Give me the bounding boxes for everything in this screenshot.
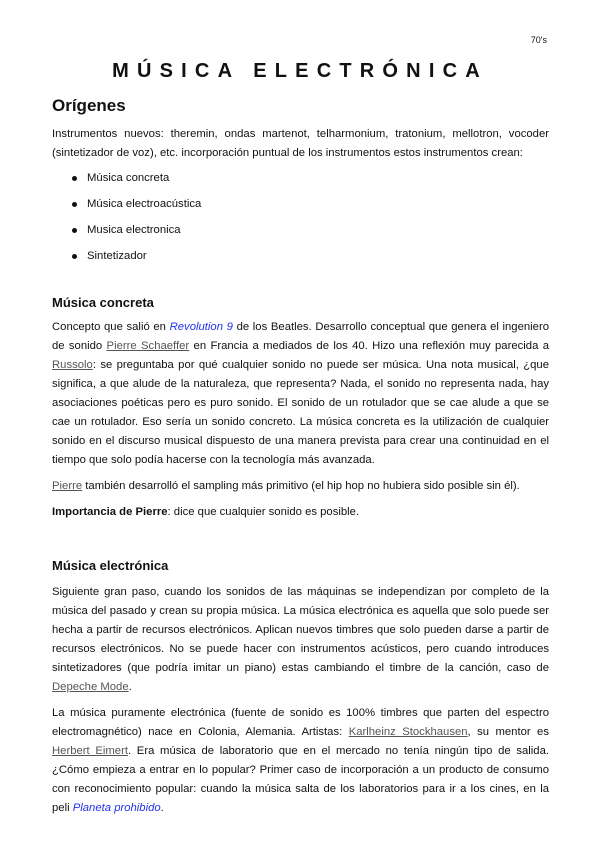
heading-musica-concreta: Música concreta: [52, 295, 154, 310]
list-item: Música concreta: [52, 169, 549, 188]
list-item: Sintetizador: [52, 247, 549, 266]
list-item: Musica electronica: [52, 221, 549, 240]
text: , su mentor es: [467, 726, 549, 738]
concreta-paragraph-2: [52, 477, 549, 496]
link-depeche-mode[interactable]: Depeche Mode: [52, 681, 129, 693]
link-herbert-eimert[interactable]: Herbert Eimert: [52, 745, 128, 757]
text: : se preguntaba por qué cualquier sonido no puede ser música. Una nota musical, ¿que significa, a que alude de la naturaleza, que representa? Nada, el sonido no representa nada, hay asociaciones poéticas pero es puro sonido. El sonido de un rotulador que se cae alude a que se cae un rotulador. Eso sería un sonido concreto. La música concreta es la utilización de cualquier sonido en el discurso musical dispuesto de una manera prevista para crear una continuidad en el tiempo que solo podía hacerse con la tecnología más avanzada.: [52, 359, 549, 466]
text: también desarrolló el sampling más primitivo (el hip hop no hubiera sido posible sin él).: [82, 480, 520, 492]
text: Concepto que salió en: [52, 321, 170, 333]
text: .: [128, 681, 132, 693]
text: en Francia a mediados de los 40. Hizo una reflexión muy parecida a: [189, 340, 549, 352]
link-revolution-9[interactable]: Revolution 9: [169, 321, 233, 333]
bold-label: Importancia de Pierre: [52, 506, 168, 518]
text: .: [160, 802, 164, 814]
concreta-paragraph-1: [52, 318, 549, 470]
electronica-paragraph-2: [52, 704, 549, 818]
link-pierre-schaeffer[interactable]: Pierre Schaeffer: [106, 340, 190, 352]
link-russolo[interactable]: Russolo: [52, 359, 93, 371]
document-body: [52, 96, 549, 818]
text: . Era música de laboratorio que en el mercado no tenía ningún tipo de salida. ¿Cómo empieza a entrar en lo popular? Primer caso de incorporación a un producto de consumo con reconocimiento popular: cuando la música salta de los laboratorios para ir a los cines, en la peli: [52, 745, 549, 814]
text: de los Beatles. Desarrollo conceptual que genera el ingeniero de sonido: [52, 321, 549, 352]
heading-musica-electronica: Música electrónica: [52, 558, 169, 573]
text: : dice que cualquier sonido es posible.: [167, 506, 360, 518]
heading-origenes: Orígenes: [52, 96, 126, 115]
link-pierre[interactable]: Pierre: [52, 480, 83, 492]
concreta-paragraph-3: [52, 503, 549, 522]
link-planeta-prohibido[interactable]: Planeta prohibido: [72, 802, 161, 814]
document-title: MÚSICA ELECTRÓNICA: [112, 60, 488, 82]
origenes-intro: Instrumentos nuevos: theremin, ondas martenot, telharmonium, tratonium, mellotron, vocoder (sintetizador de voz), etc. incorporación puntual de los instrumentos estos instrumentos crean:: [52, 128, 549, 159]
page-corner-label: 70's: [530, 35, 547, 45]
text: Siguiente gran paso, cuando los sonidos de las máquinas se independizan por completo de la música del pasado y crean su propia música. La música electrónica es aquella que solo puede ser hecha a partir de recursos electrónicos. Aplican nuevos timbres que solo pueden darse a partir de recursos electrónicos. No se puede hacer con instrumentos acústicos, pero cuando introduces sintetizadores (que podría imitar un piano) estas cambiando el timbre de la canción, caso de: [52, 586, 549, 674]
origenes-list: [52, 169, 549, 266]
electronica-paragraph-1: [52, 583, 549, 697]
text: La música puramente electrónica (fuente de sonido es 100% timbres que parten del espectro electromagnético) nace en Colonia, Alemania. Artistas:: [52, 707, 549, 738]
list-item: Música electroacústica: [52, 195, 549, 214]
link-karlheinz-stockhausen[interactable]: Karlheinz Stockhausen: [348, 726, 468, 738]
